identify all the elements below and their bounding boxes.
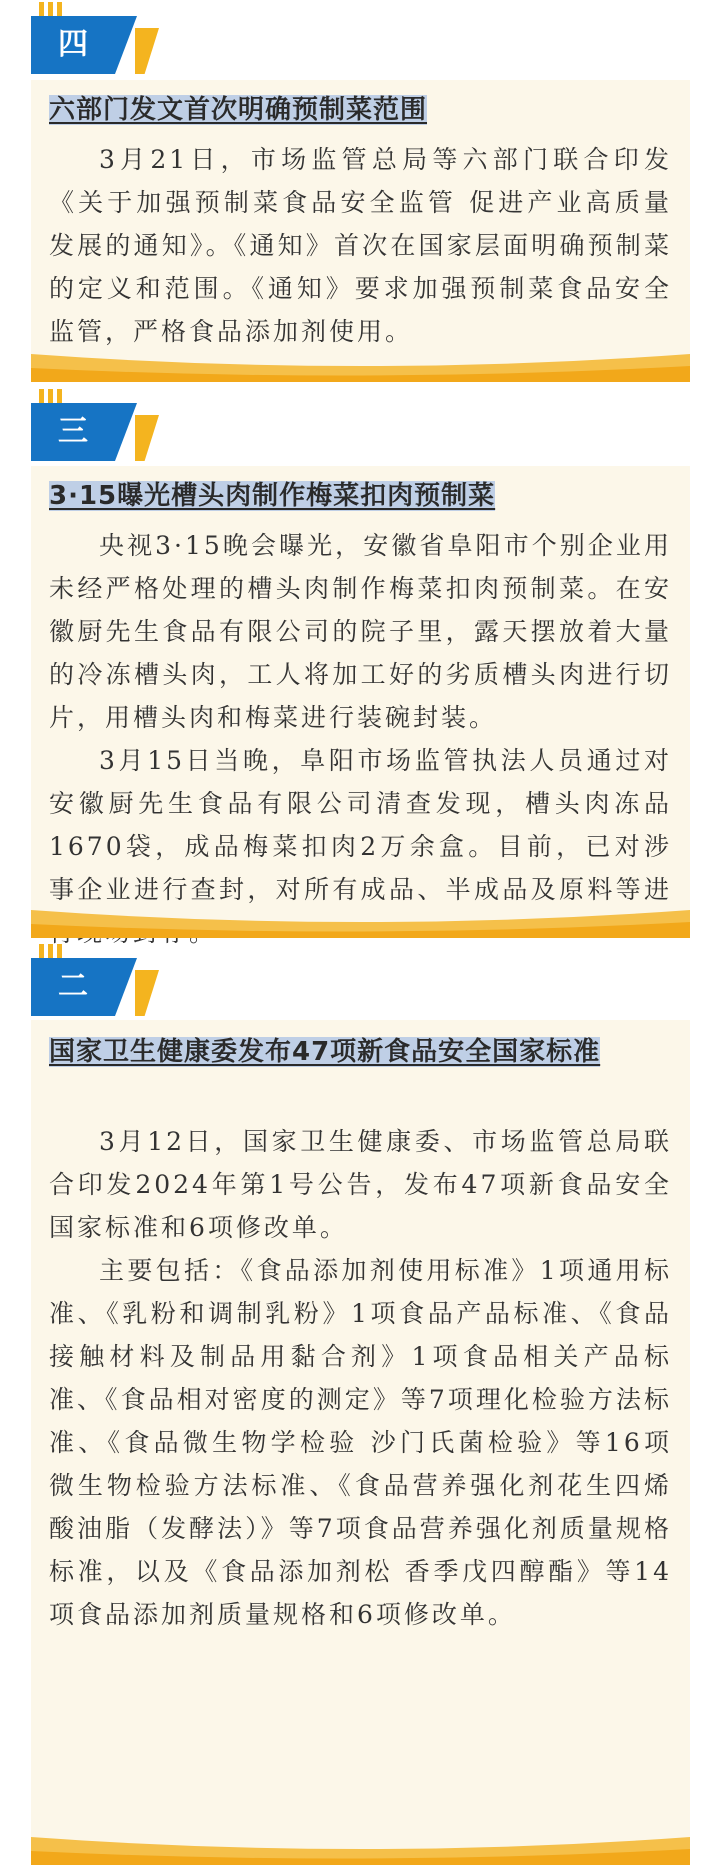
section-badge-3 [31, 403, 127, 461]
card-wave-decoration [31, 1827, 690, 1865]
card-wave-decoration [31, 900, 690, 938]
paragraph: 3月15日当晚，阜阳市场监管执法人员通过对安徽厨先生食品有限公司清查发现，槽头肉冻品1670袋，成品梅菜扣肉2万余盒。目前，已对涉事企业进行查封，对所有成品、半成品及原料等进 [49, 746, 672, 904]
news-title: 国家卫生健康委发布47项新食品安全国家标准 [49, 1037, 601, 1067]
news-title: 六部门发文首次明确预制菜范围 [49, 95, 428, 125]
news-card-1 [31, 80, 690, 382]
news-body [49, 1120, 672, 1636]
paragraph: 3月21日，市场监管总局等六部门联合印发《关于加强预制菜食品安全监管 促进产业高质量发展的通知》。《通知》首次在国家层面明确预制菜的定义和范围。《通知》要求加强预制菜食品安全监管，严格食品添加剂使用。 [49, 145, 672, 346]
section-badge-2 [31, 958, 127, 1016]
section-badge-4 [31, 16, 127, 74]
news-title: 3·15曝光槽头肉制作梅菜扣肉预制菜 [49, 481, 496, 511]
paragraph: 3月12日，国家卫生健康委、市场监管总局联合印发2024年第1号公告，发布47项新食品安全国家标准和6项修改单。 [49, 1127, 672, 1242]
card-wave-decoration [31, 344, 690, 382]
paragraph: 央视3·15晚会曝光，安徽省阜阳市个别企业用未经严格处理的槽头肉制作梅菜扣肉预制菜。在安徽厨先生食品有限公司的院子里，露天摆放着大量的冷冻槽头肉，工人将加工好的劣质槽头肉进行切片，用槽头肉和梅菜进行装碗封装。 [49, 531, 672, 732]
news-card-3 [31, 1020, 690, 1865]
news-body [49, 524, 672, 954]
news-card-2 [31, 466, 690, 938]
paragraph: 主要包括：《食品添加剂使用标准》1项通用标准、《乳粉和调制乳粉》1项食品产品标准、《食品接触材料及制品用黏合剂》1项食品相关产品标准、《食品相对密度的测定》等7项理化检验方法标准、《食品微生物学检验 沙门氏菌检验》等16项微生物检验方法标准、《食品营养强化剂花生四烯酸油脂（发酵法）》等7项食品营养强化剂质量规格标准，以及《食品添加剂松 香季戊四醇酯》等14项食品添加剂质量规格和6项修改单。 [49, 1256, 672, 1629]
badge-number: 四 [58, 27, 88, 62]
news-body [49, 138, 672, 353]
badge-number: 三 [58, 414, 88, 449]
badge-number: 二 [58, 969, 88, 1004]
